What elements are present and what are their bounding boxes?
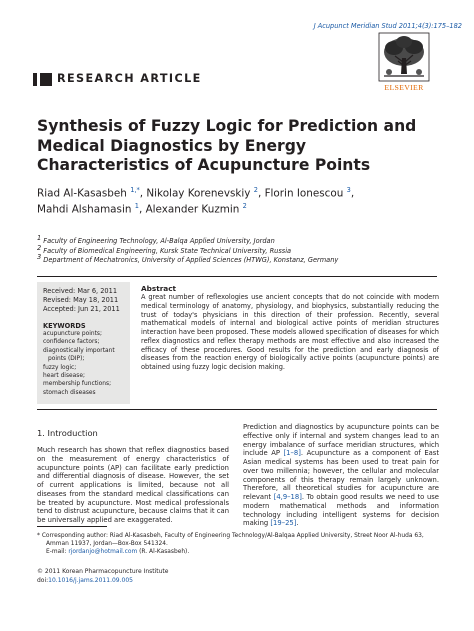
author-affiliation-ref[interactable]: 2 [253,186,258,194]
citation-link[interactable]: [1–8] [283,449,301,458]
affiliation: $^2$ Faculty of Biomedical Engineering, Kursk State Technical University, Russia [37,244,292,256]
author-separator: , [257,187,265,200]
elsevier-tree-logo [378,32,430,88]
keyword: fuzzy logic; [43,364,77,371]
received-date: Received: Mar 6, 2011 [43,287,118,295]
revised-date: Revised: May 18, 2011 [43,296,119,304]
author-line-2 [37,202,247,215]
abstract-heading: Abstract [141,284,177,293]
author-name[interactable]: Nikolay Korenevskiy [146,187,254,200]
doi-link[interactable]: 10.1016/j.jams.2011.09.005 [48,577,133,584]
divider [37,276,437,277]
affiliation: $^1$ Faculty of Engineering Technology, Al-Balqa Applied University, Jordan [37,234,275,246]
author-name[interactable]: Riad Al-Kasasbeh [37,187,131,200]
divider [37,409,437,410]
author-separator: , [139,187,147,200]
publisher-name: ELSEVIER [384,83,424,92]
author-affiliation-ref[interactable]: 1 [134,202,139,210]
author-separator: , [350,187,355,200]
introduction-paragraph-left: Much research has shown that reflex diagnostics based on the measurement of energy characteristics of acupuncture points (AP) can facilitate early prediction and differential diagnosis of disease. However, the set of current applications is limited, because not all diseases from the standard medical classifications can be treated by acupuncture. Most medical professionals tend to distrust acupuncture, because claims that it can be universally applied are exaggerated. [37,446,229,524]
author-separator: , [138,203,146,216]
section-label: RESEARCH ARTICLE [52,70,207,88]
keywords-list [43,330,128,397]
copyright-notice: © 2011 Korean Pharmacopuncture Institute [37,568,169,575]
article-title: Synthesis of Fuzzy Logic for Prediction and Medical Diagnostics by Energy Characteristics of Acupuncture Points [37,117,417,174]
keyword: confidence factors; [43,339,100,346]
citation-link[interactable]: [4,9–18] [273,493,302,501]
keyword: diagnostically important [43,347,115,354]
keyword: stomach diseases [43,389,96,396]
keyword: membership functions; [43,381,112,388]
journal-reference[interactable]: J Acupunct Meridian Stud 2011;4(3):175–182 [313,22,462,30]
affiliation: $^3$ Department of Mechatronics, University of Applied Sciences (HTWG), Konstanz, Germany [37,253,339,265]
accepted-date: Accepted: Jun 21, 2011 [43,305,120,313]
author-line-1 [37,186,354,199]
doi: doi:10.1016/j.jams.2011.09.005 [37,577,133,584]
author-name[interactable]: Florin Ionescou [264,187,347,200]
keyword: acupuncture points; [43,331,102,337]
author-name[interactable]: Mahdi Alshamasin [37,203,135,216]
introduction-paragraph-right: Prediction and diagnostics by acupuncture points can be effective only if internal and system changes lead to an energy imbalance of surface meridian structures, which include AP [1–8]. Acupuncture as a component of East Asian medical systems has been used to treat pain for over two millennia; however, the cellular and molecular components of this therapy remain largely unknown. Therefore, all theoretical studies for acupuncture are relevant [4,9–18]. To obtain good results we need to use modern mathematical methods and information technology including intelligent systems for decision making [19–25]. [243,423,439,528]
citation-link[interactable]: [19–25] [270,519,297,528]
author-affiliation-ref[interactable]: 1,* [130,186,140,194]
keyword: heart disease; [43,373,85,380]
author-affiliation-ref[interactable]: 3 [346,186,351,194]
abstract-text: A great number of reflexologies use ancient concepts that do not coincide with modern medical terminology of anatomy, physiology, and biophysics, substantially reducing the trust of today's physicians in this direction of their profession. Recently, several mathematical models of internal and biological active points of meridian structures interaction have been proposed. These models allowed specification of diseases for which reflex diagnostics and reflex therapy methods are most effective and also increased the efficacy of these procedures. Good results for the prediction and early diagnosis of diseases from the reaction energy of biologically active points (acupuncture points) are obtained using fuzzy logic decision making. [141,293,439,371]
keywords-heading: KEYWORDS [43,322,86,330]
author-affiliation-ref[interactable]: 2 [242,202,247,210]
section-heading-introduction: 1. Introduction [37,428,98,438]
footnote-divider [37,526,107,527]
email-link[interactable]: rjordanjo@hotmail.com [68,549,138,555]
author-name[interactable]: Alexander Kuzmin [145,203,243,216]
corresponding-author-footnote: * Corresponding author: Riad Al-Kasasbeh, Faculty of Engineering Technology/Al-Balqaa Applied University, Street Noor Al-huda 63, Amman 11937, Jordan—Box-Box 541324. E-mail: rjordanjo@hotmail.com (R. Al-Kasasbeh). [37,533,424,555]
section-bar-tip [33,73,37,86]
keyword: points (DIP); [48,356,85,363]
